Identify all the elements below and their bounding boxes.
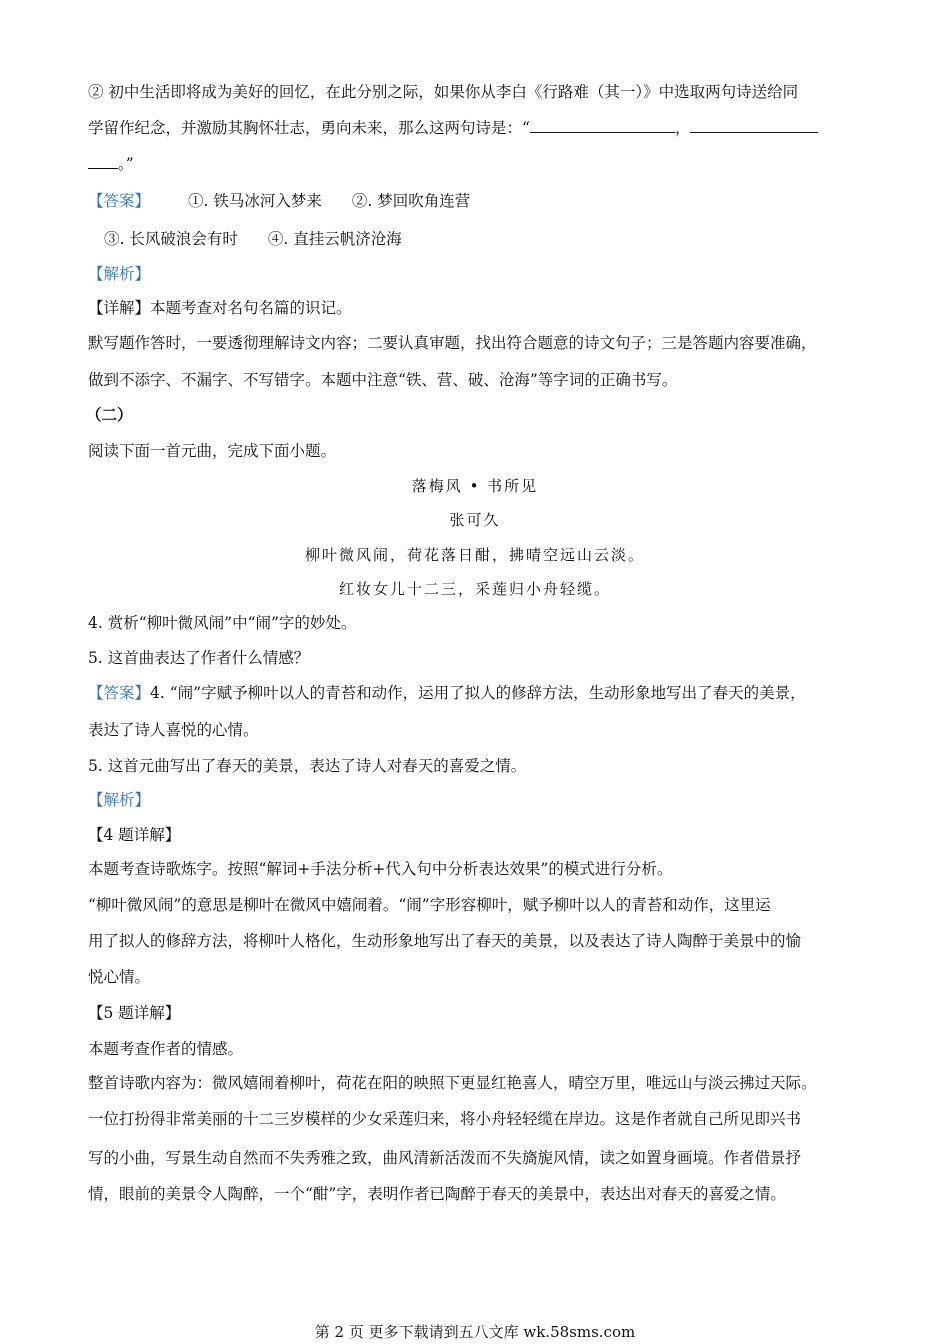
answer-blank-2-continued [88, 154, 118, 169]
poem-title: 落梅风 • 书所见 [411, 477, 539, 495]
detail-5-paragraph-5: 情，眼前的美景令人陶醉，一个“酣”字，表明作者已陶醉于春天的美景中，表达出对春天的喜爱之情。 [88, 1185, 786, 1203]
question-5: 5. 这首曲表达了作者什么情感？ [88, 649, 310, 667]
answer-blank-1 [530, 118, 675, 133]
detail-5-paragraph-4: 写的小曲，写景生动自然而不失秀雅之致，曲风清新活泼而不失旖旎风情，读之如置身画境。作者借景抒 [88, 1149, 802, 1167]
detail-4-paragraph-4: 悦心情。 [88, 968, 151, 986]
analysis-tag: 【解析】 [88, 265, 151, 283]
page-footer: 第 2 页 更多下载请到五八文库 wk.58sms.com [314, 1323, 636, 1341]
analysis-paragraph-2: 做到不添字、不漏字、不写错字。本题中注意“铁、营、破、沧海”等字词的正确书写。 [88, 371, 678, 389]
answer-item-4: ④. 直挂云帆济沧海 [267, 230, 402, 248]
answer-item-3: ③. 长风破浪会有时 [104, 230, 238, 248]
detail-4-paragraph-1: 本题考查诗歌炼字。按照“解词+手法分析+代入句中分析表达效果”的模式进行分析。 [88, 860, 673, 878]
poem-author: 张可久 [449, 511, 501, 529]
answer-blank-2 [690, 118, 818, 133]
question-4: 4. 赏析“柳叶微风闹”中“闹”字的妙处。 [88, 614, 357, 632]
detail-4-paragraph-2: “柳叶微风闹”的意思是柳叶在微风中嬉闹着。“闹”字形容柳叶，赋予柳叶以人的青苔和动作，这里运 [88, 896, 771, 914]
analysis-paragraph-1: 默写题作答时，一要透彻理解诗文内容；二要认真审题，找出符合题意的诗文句子；三是答题内容要准确， [88, 334, 817, 352]
detail-5-paragraph-1: 本题考查作者的情感。 [88, 1040, 244, 1058]
answer-1-row-2 [104, 229, 402, 249]
answer-item-1: ①. 铁马冰河入梦来 [188, 192, 322, 210]
poem-line-1: 柳叶微风闹，荷花落日酣，拂晴空远山云淡。 [304, 546, 645, 564]
question-2-line-3 [88, 154, 134, 174]
answer-item-2: ②. 梦回吹角连营 [351, 192, 471, 210]
answer-2-line-2: 表达了诗人喜悦的心情。 [88, 721, 259, 739]
poem-line-2: 红妆女儿十二三，采莲归小舟轻缆。 [338, 580, 611, 598]
analysis-tag-2: 【解析】 [88, 791, 151, 809]
question-2-line-1: ② 初中生活即将成为美好的回忆，在此分别之际，如果你从李白《行路难（其一）》中选取两句诗送给同 [88, 83, 799, 101]
blank-closing: 。” [118, 155, 134, 173]
answer-4-text: 4. “闹”字赋予柳叶以人的青苔和动作，运用了拟人的修辞方法，生动形象地写出了春天的美景， [150, 684, 806, 702]
detail-4-paragraph-3: 用了拟人的修辞方法，将柳叶人格化，生动形象地写出了春天的美景，以及表达了诗人陶醉于美景中的愉 [88, 932, 802, 950]
analysis-detail: 【详解】本题考查对名句名篇的识记。 [88, 299, 352, 317]
section-intro: 阅读下面一首元曲，完成下面小题。 [88, 442, 337, 460]
detail-5-paragraph-2: 整首诗歌内容为：微风嬉闹着柳叶，荷花在阳的映照下更显红艳喜人，晴空万里，唯远山与淡云拂过天际。 [88, 1074, 817, 1092]
question-2-line-2 [88, 118, 818, 138]
answer-5: 5. 这首元曲写出了春天的美景，表达了诗人对春天的喜爱之情。 [88, 757, 527, 775]
detail-5-paragraph-3: 一位打扮得非常美丽的十二三岁模样的少女采莲归来，将小舟轻轻缆在岸边。这是作者就自己所见即兴书 [88, 1110, 802, 1128]
answer-tag: 【答案】 [88, 684, 151, 702]
answer-2-line-1 [88, 683, 806, 703]
answer-1-row-1 [88, 191, 470, 211]
section-heading: （二） [86, 405, 133, 424]
detail-4-heading: 【4 题详解】 [88, 826, 181, 844]
question-2-prompt: 学留作纪念，并激励其胸怀壮志，勇向未来，那么这两句诗是：“ [88, 119, 530, 137]
blank-separator: ， [674, 119, 691, 137]
answer-tag: 【答案】 [88, 192, 151, 210]
detail-5-heading: 【5 题详解】 [88, 1004, 181, 1022]
